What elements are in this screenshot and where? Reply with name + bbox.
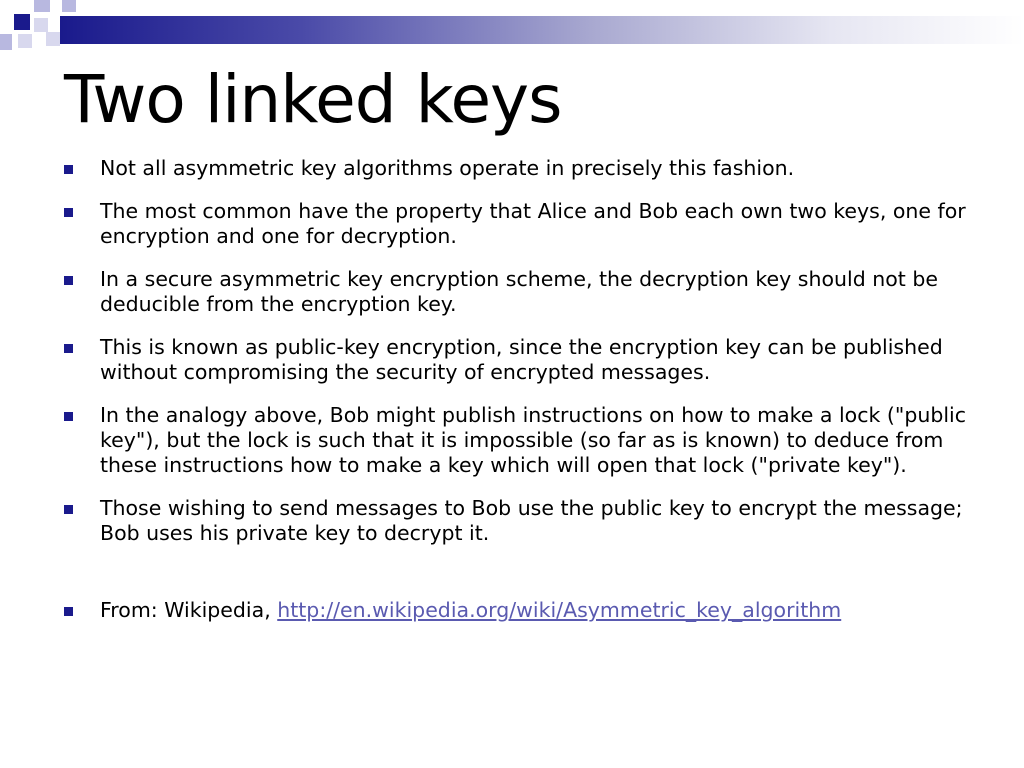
- square-bullet-icon: [64, 505, 73, 514]
- square-bullet-icon: [64, 165, 73, 174]
- decor-square-lavender: [34, 0, 50, 12]
- square-bullet-icon: [64, 208, 73, 217]
- bullet-text: The most common have the property that Alice and Bob each own two keys, one for encryption and one for decryption.: [100, 199, 966, 248]
- wikipedia-link[interactable]: http://en.wikipedia.org/wiki/Asymmetric_key_algorithm: [277, 598, 842, 622]
- decor-square-lavender: [62, 0, 76, 12]
- decor-square-pale: [18, 34, 32, 48]
- bullet-item: [62, 267, 996, 317]
- square-bullet-icon: [64, 276, 73, 285]
- bullet-item: [62, 199, 996, 249]
- bullet-text: In the analogy above, Bob might publish instructions on how to make a lock ("public key"), but the lock is such that it is impossible (so far as is known) to deduce from these instructions how to make a key which will open that lock ("private key").: [100, 403, 966, 477]
- bullet-text: This is known as public-key encryption, since the encryption key can be published without compromising the security of encrypted messages.: [100, 335, 943, 384]
- square-bullet-icon: [64, 344, 73, 353]
- decor-square-pale: [34, 18, 48, 32]
- slide-title: Two linked keys: [64, 61, 562, 138]
- bullet-text: Those wishing to send messages to Bob use the public key to encrypt the message; Bob uses his private key to decrypt it.: [100, 496, 963, 545]
- bullet-item: [62, 403, 996, 478]
- bullet-item: [62, 156, 996, 181]
- decor-square-pale: [46, 32, 60, 46]
- square-bullet-icon: [64, 412, 73, 421]
- bullet-item: [62, 335, 996, 385]
- bullet-text: Not all asymmetric key algorithms operate in precisely this fashion.: [100, 156, 795, 180]
- decor-square-lavender: [0, 34, 12, 50]
- source-bullet: [62, 598, 996, 623]
- source-prefix: From: Wikipedia,: [100, 598, 278, 622]
- header-gradient-bar: [60, 16, 1024, 44]
- bullet-item: [62, 496, 996, 546]
- bullet-text: In a secure asymmetric key encryption scheme, the decryption key should not be deducible from the encryption key.: [100, 267, 938, 316]
- bullet-list: [62, 156, 996, 641]
- square-bullet-icon: [64, 607, 73, 616]
- decor-square-navy: [14, 14, 30, 30]
